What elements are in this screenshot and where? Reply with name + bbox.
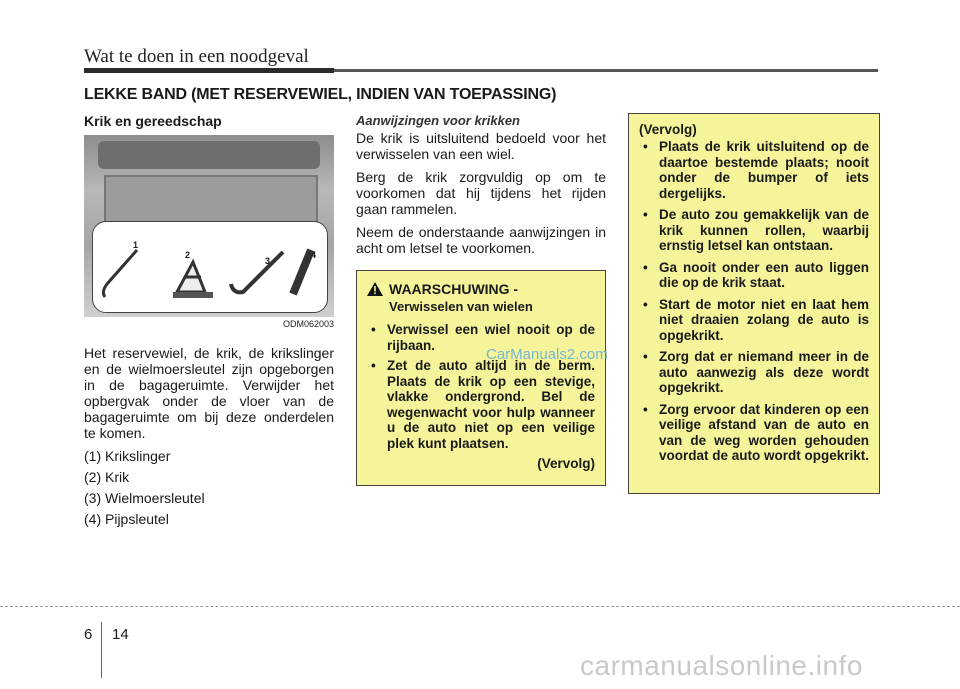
page-number-separator — [101, 622, 102, 678]
trunk-lid — [98, 141, 320, 169]
callout-2: 2 — [185, 250, 191, 260]
warning-triangle-icon — [367, 282, 383, 299]
warning-bullet-2: • Zet de auto altijd in de berm. Plaats de krik op een stevige, vlakke ondergrond. Bel de wegenwacht voor hulp wanneer u de auto niet op een veilige plek kunt plaatsen. — [367, 358, 595, 451]
wheel-wrench-icon — [231, 252, 283, 292]
callout-3: 3 — [265, 256, 271, 266]
callout-1: 1 — [133, 240, 139, 250]
figure-code: ODM062003 — [282, 319, 334, 329]
warning-bullets — [367, 322, 595, 451]
middle-column — [356, 110, 606, 486]
right-bullet-3: • Ga nooit onder een auto liggen die op de krik staat. — [639, 260, 869, 291]
footer-divider — [0, 606, 960, 607]
footer-watermark: carmanualsonline.info — [580, 650, 863, 681]
item-jack-handle: (1) Krikslinger — [84, 448, 171, 464]
middle-paragraph-1: De krik is uitsluitend bedoeld voor het verwisselen van een wiel. — [356, 130, 606, 162]
tools-drawing — [93, 222, 327, 312]
warning-header — [367, 281, 595, 299]
item-socket-wrench: (4) Pijpsleutel — [84, 511, 169, 527]
warning-subtitle: Verwisselen van wielen — [389, 299, 533, 314]
right-continued-head: (Vervolg) — [639, 122, 697, 137]
trunk-floor — [104, 175, 318, 227]
middle-subheading: Aanwijzingen voor krikken — [356, 113, 520, 128]
header-bar-light — [334, 69, 878, 72]
left-paragraph: Het reservewiel, de krik, de krikslinger en de wielmoersleutel zijn opgeborgen in de bagageruimte. Verwijder het opbergvak onder de vloer van de bagageruimte om bij deze onderdelen te komen. — [84, 345, 334, 441]
socket-wrench-icon — [293, 250, 311, 294]
header-bar-dark — [84, 68, 334, 73]
warning-title: WAARSCHUWING - — [389, 281, 519, 297]
callout-4: 4 — [311, 250, 317, 260]
item-jack: (2) Krik — [84, 469, 130, 485]
right-bullet-2: • De auto zou gemakkelijk van de krik kunnen rollen, waarbij ernstig letsel kan ontstaan. — [639, 207, 869, 254]
warning-box — [356, 270, 606, 486]
middle-paragraph-2: Berg de krik zorgvuldig op om te voorkomen dat hij tijdens het rijden gaan rammelen. — [356, 169, 606, 217]
left-column — [84, 110, 334, 532]
warning-continued: (Vervolg) — [537, 456, 595, 471]
right-bullet-5: • Zorg dat er niemand meer in de auto aanwezig als deze wordt opgekrikt. — [639, 349, 869, 396]
jack-base-icon — [173, 292, 213, 298]
right-bullet-1: • Plaats de krik uitsluitend op de daartoe bestemde plaats; nooit onder de bumper of iets dergelijks. — [639, 139, 869, 201]
warning-bullet-1: • Verwissel een wiel nooit op de rijbaan. — [367, 322, 595, 353]
right-bullet-4: • Start de motor niet en laat hem niet draaien zolang de auto is opgekrikt. — [639, 297, 869, 344]
center-watermark: CarManuals2.com — [486, 346, 608, 363]
jack-icon — [177, 262, 205, 292]
left-subheading: Krik en gereedschap — [84, 113, 222, 129]
chapter-title: Wat te doen in een noodgeval — [84, 46, 309, 67]
right-bullet-6: • Zorg ervoor dat kinderen op een veilige afstand van de auto en van de weg worden gehouden voordat de auto wordt opgekrikt. — [639, 402, 869, 464]
item-wheel-wrench: (3) Wielmoersleutel — [84, 490, 205, 506]
page-chapter: 6 — [84, 626, 93, 643]
right-warning-box — [628, 113, 880, 494]
page-number: 14 — [112, 626, 129, 643]
right-bullets — [639, 139, 869, 464]
jack-handle-icon — [103, 250, 137, 297]
tools-panel — [92, 221, 328, 313]
middle-paragraph-3: Neem de onderstaande aanwijzingen in acht om letsel te voorkomen. — [356, 224, 606, 256]
section-title: LEKKE BAND (MET RESERVEWIEL, INDIEN VAN TOEPASSING) — [84, 86, 557, 103]
trunk-tools-figure — [84, 135, 334, 317]
